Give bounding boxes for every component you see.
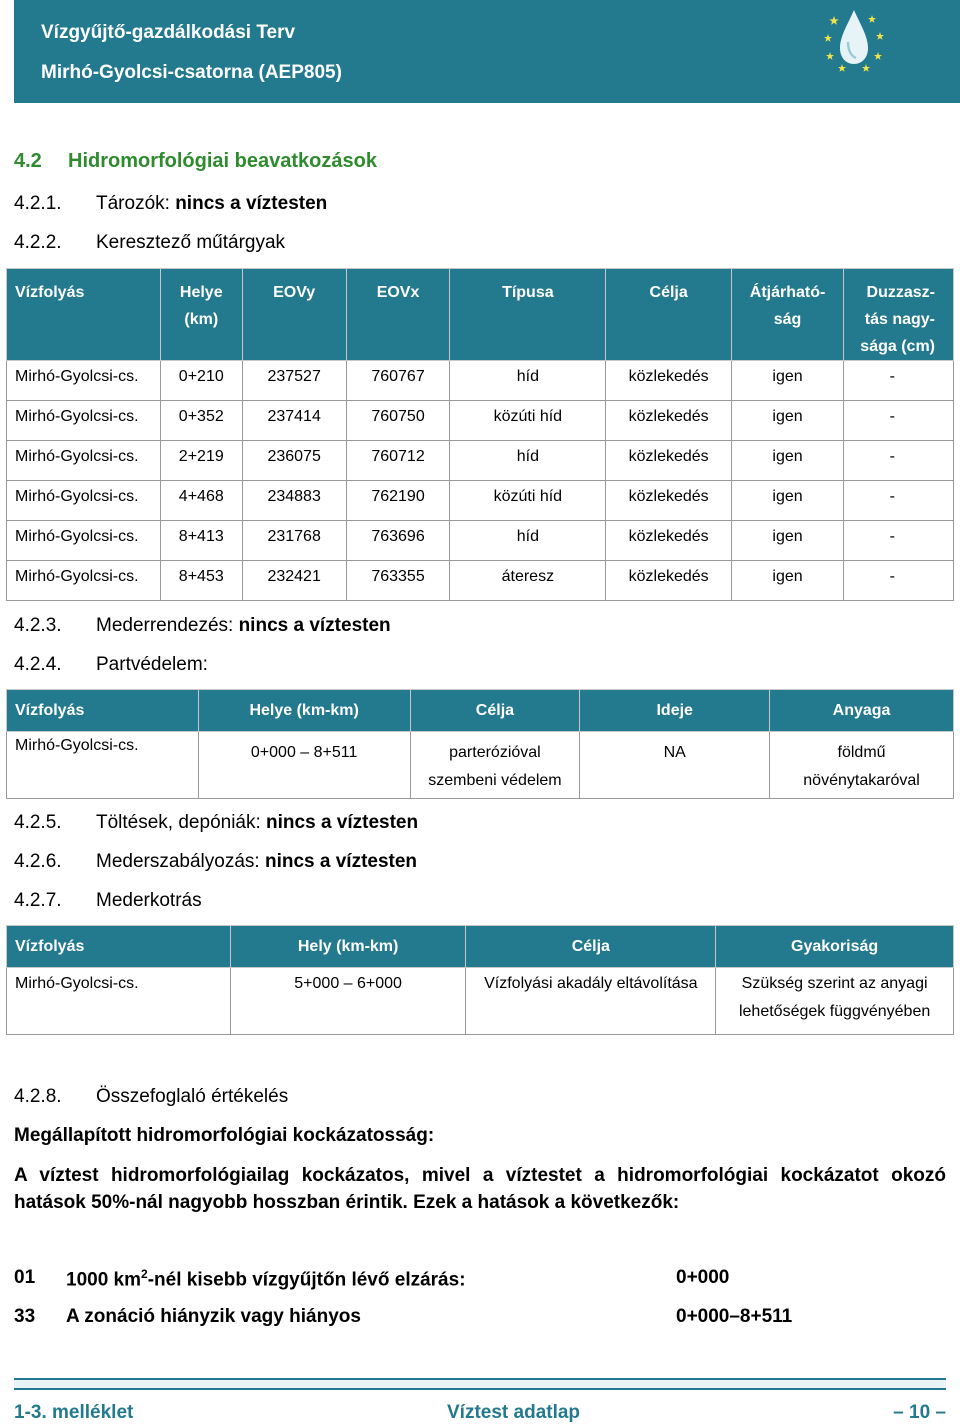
header-subtitle: Mirhó-Gyolcsi-csatorna (AEP805) xyxy=(41,62,342,83)
subsection-label: Mederkotrás xyxy=(96,890,202,911)
header-line: EOVy xyxy=(273,284,316,301)
table-cell: 763696 xyxy=(346,521,450,561)
column-header xyxy=(606,269,732,361)
risk-item-text-pre: 1000 km xyxy=(66,1269,142,1291)
subsection-value: nincs a víztesten xyxy=(266,812,419,833)
subsection-4-2-7 xyxy=(14,890,202,912)
risk-heading: Megállapított hidromorfológiai kockázatosság: xyxy=(14,1125,435,1146)
table-cell: Mirhó-Gyolcsi-cs. xyxy=(7,521,161,561)
column-header: Vízfolyás xyxy=(7,690,199,732)
table-cell: 0+000 – 8+511 xyxy=(198,732,410,799)
header-line: tás nagy- xyxy=(864,311,935,328)
subsection-value: nincs a víztesten xyxy=(264,851,418,872)
risk-item-value: 0+000 xyxy=(676,1267,730,1288)
table-cell: Mirhó-Gyolcsi-cs. xyxy=(7,481,161,521)
table-cell: Mirhó-Gyolcsi-cs. xyxy=(7,401,161,441)
column-header xyxy=(160,269,242,361)
column-header: Anyaga xyxy=(770,690,954,732)
subsection-4-2-8 xyxy=(14,1086,288,1108)
table-cell: 762190 xyxy=(346,481,450,521)
table-cell xyxy=(716,968,954,1035)
header-line: Típusa xyxy=(502,284,554,301)
risk-item-code: 33 xyxy=(14,1306,36,1327)
header-title: Vízgyűjtő-gazdálkodási Terv xyxy=(41,22,296,43)
subsection-4-2-6 xyxy=(14,851,417,873)
table-row xyxy=(7,521,954,561)
subsection-label: Mederszabályozás: xyxy=(96,851,260,872)
table-cell: igen xyxy=(732,441,844,481)
table-cell: - xyxy=(844,441,954,481)
table-cell: 760750 xyxy=(346,401,450,441)
subsection-label: Összefoglaló értékelés xyxy=(96,1086,289,1107)
table-cell: - xyxy=(844,401,954,441)
table-cell: 232421 xyxy=(242,561,346,601)
table-cell: közlekedés xyxy=(606,521,732,561)
bank-protection-table xyxy=(6,689,954,799)
footer-doc-title: Víztest adatlap xyxy=(447,1402,581,1423)
table-cell: 8+413 xyxy=(160,521,242,561)
table-row xyxy=(7,968,954,1035)
subsection-4-2-3 xyxy=(14,615,391,637)
subsection-label: Tározók: xyxy=(96,193,170,214)
subsection-value: nincs a víztesten xyxy=(175,193,328,214)
table-cell: Mirhó-Gyolcsi-cs. xyxy=(7,441,161,481)
footer-annex: 1-3. melléklet xyxy=(14,1402,134,1423)
section-title xyxy=(14,150,377,173)
column-header: Ideje xyxy=(580,690,770,732)
table-cell: 234883 xyxy=(242,481,346,521)
table-cell: 231768 xyxy=(242,521,346,561)
table-cell: Vízfolyási akadály eltávolítása xyxy=(466,968,716,1035)
subsection-number: 4.2.4. xyxy=(14,654,62,675)
column-header xyxy=(7,269,161,361)
footer-page-number: – 10 – xyxy=(893,1402,946,1423)
table-cell: közlekedés xyxy=(606,441,732,481)
table-cell: - xyxy=(844,561,954,601)
table-cell: 0+210 xyxy=(160,361,242,401)
table-cell: áteresz xyxy=(450,561,606,601)
column-header: Hely (km-km) xyxy=(230,926,466,968)
table-cell: híd xyxy=(450,441,606,481)
table-cell: 760767 xyxy=(346,361,450,401)
column-header: Helye (km-km) xyxy=(198,690,410,732)
table-cell: 763355 xyxy=(346,561,450,601)
subsection-label: Töltések, depóniák: xyxy=(96,812,261,833)
header-line: sága (cm) xyxy=(860,338,935,355)
table-row xyxy=(7,361,954,401)
table-cell: Mirhó-Gyolcsi-cs. xyxy=(7,968,231,1035)
column-header xyxy=(450,269,606,361)
table-cell: Mirhó-Gyolcsi-cs. xyxy=(7,732,199,799)
column-header xyxy=(844,269,954,361)
subsection-number: 4.2.8. xyxy=(14,1086,62,1107)
table-cell: igen xyxy=(732,481,844,521)
header-line: Célja xyxy=(649,284,688,301)
table-cell: közlekedés xyxy=(606,401,732,441)
table-cell: igen xyxy=(732,561,844,601)
table-cell: 8+453 xyxy=(160,561,242,601)
table-cell: közlekedés xyxy=(606,481,732,521)
header-line: ság xyxy=(773,311,802,328)
subsection-number: 4.2.6. xyxy=(14,851,62,872)
table-cell: NA xyxy=(580,732,770,799)
risk-item-text: A zonáció hiányzik vagy hiányos xyxy=(66,1306,361,1327)
cell-line: Szükség szerint az anyagi xyxy=(741,975,928,992)
header-line: (km) xyxy=(184,311,219,328)
column-header xyxy=(346,269,450,361)
cell-line: parterózióval xyxy=(449,744,541,761)
section-title-text: Hidromorfológiai beavatkozások xyxy=(68,150,377,172)
table-cell: 237527 xyxy=(242,361,346,401)
crossing-structures-table xyxy=(6,268,954,601)
cell-line: földmű xyxy=(837,744,886,761)
subsection-label: Mederrendezés: xyxy=(96,615,234,636)
cell-line: növénytakaróval xyxy=(803,772,920,789)
risk-item-value: 0+000–8+511 xyxy=(676,1306,793,1327)
header-line: EOVx xyxy=(376,284,420,301)
table-cell: közúti híd xyxy=(450,401,606,441)
subsection-number: 4.2.7. xyxy=(14,890,62,911)
header-line: Átjárható- xyxy=(749,284,826,301)
page-header xyxy=(14,0,960,103)
table-cell: - xyxy=(844,481,954,521)
header-line: Duzzasz- xyxy=(866,284,935,301)
table-cell: 5+000 – 6+000 xyxy=(230,968,466,1035)
column-header xyxy=(242,269,346,361)
subsection-number: 4.2.2. xyxy=(14,232,62,253)
table-cell: 760712 xyxy=(346,441,450,481)
header-line: Vízfolyás xyxy=(15,284,85,301)
subsection-4-2-2 xyxy=(14,232,285,254)
column-header: Vízfolyás xyxy=(7,926,231,968)
table-header-row xyxy=(7,926,954,968)
table-row xyxy=(7,561,954,601)
table-cell: Mirhó-Gyolcsi-cs. xyxy=(7,561,161,601)
table-header-row xyxy=(7,690,954,732)
risk-item-text xyxy=(66,1267,466,1291)
table-cell: - xyxy=(844,361,954,401)
table-row xyxy=(7,732,954,799)
table-cell: híd xyxy=(450,361,606,401)
risk-item-code: 01 xyxy=(14,1267,36,1288)
table-cell: igen xyxy=(732,521,844,561)
subsection-label: Partvédelem: xyxy=(96,654,208,675)
table-cell: - xyxy=(844,521,954,561)
table-cell: híd xyxy=(450,521,606,561)
table-cell: 2+219 xyxy=(160,441,242,481)
eu-water-drop-logo xyxy=(820,6,888,74)
table-cell: Mirhó-Gyolcsi-cs. xyxy=(7,361,161,401)
column-header: Gyakoriság xyxy=(716,926,954,968)
table-cell: 4+468 xyxy=(160,481,242,521)
table-header-row xyxy=(7,269,954,361)
risk-text: A víztest hidromorfológiailag kockázatos, mivel a víztestet a hidromorfológiai kockázatot okozó hatások 50%-nál nagyobb hosszban érintik. Ezek a hatások a következők: xyxy=(14,1165,946,1213)
subsection-value: nincs a víztesten xyxy=(238,615,391,636)
subsection-4-2-1 xyxy=(14,193,327,215)
dredging-table xyxy=(6,925,954,1035)
column-header xyxy=(732,269,844,361)
subsection-number: 4.2.1. xyxy=(14,193,62,214)
table-cell: közlekedés xyxy=(606,561,732,601)
subsection-label: Keresztező műtárgyak xyxy=(96,232,286,253)
footer-divider xyxy=(14,1378,946,1390)
column-header: Célja xyxy=(410,690,580,732)
table-cell: 237414 xyxy=(242,401,346,441)
table-row xyxy=(7,441,954,481)
subsection-4-2-4 xyxy=(14,654,208,676)
table-row xyxy=(7,481,954,521)
header-line: Helye xyxy=(179,284,223,301)
subsection-4-2-5 xyxy=(14,812,418,834)
table-cell: 236075 xyxy=(242,441,346,481)
table-cell: 0+352 xyxy=(160,401,242,441)
table-cell: közúti híd xyxy=(450,481,606,521)
table-cell: közlekedés xyxy=(606,361,732,401)
table-row xyxy=(7,401,954,441)
column-header: Célja xyxy=(466,926,716,968)
table-cell: igen xyxy=(732,361,844,401)
section-number: 4.2 xyxy=(14,150,42,172)
subsection-number: 4.2.3. xyxy=(14,615,62,636)
table-cell xyxy=(770,732,954,799)
subsection-number: 4.2.5. xyxy=(14,812,62,833)
cell-line: lehetőségek függvényében xyxy=(738,1003,931,1020)
risk-item-text-post: -nél kisebb vízgyűjtőn lévő elzárás: xyxy=(147,1269,466,1291)
risk-item-superscript: 2 xyxy=(141,1267,148,1281)
table-cell: igen xyxy=(732,401,844,441)
table-cell xyxy=(410,732,580,799)
cell-line: szembeni védelem xyxy=(428,772,562,789)
